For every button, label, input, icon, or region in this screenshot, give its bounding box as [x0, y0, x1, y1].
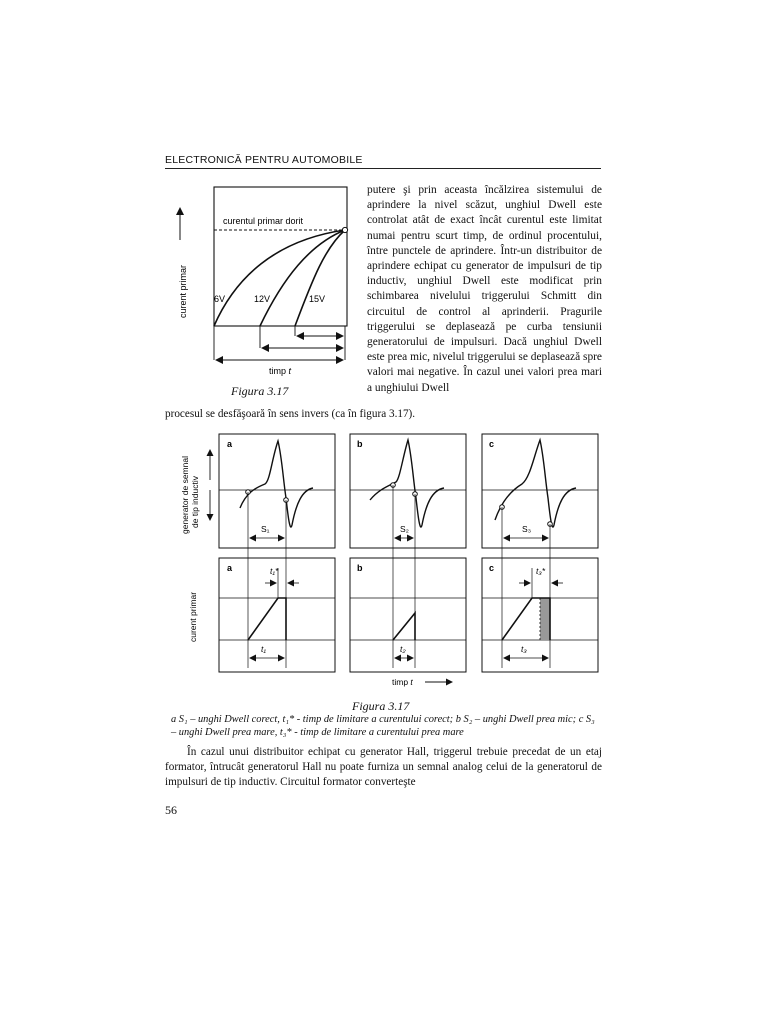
signal-panel-a: [219, 434, 335, 668]
running-header: ELECTRONICĂ PENTRU AUTOMOBILE: [165, 154, 363, 166]
signal-axis-label-1: generator de semnal: [180, 456, 190, 534]
body-paragraph-right: putere şi prin aceasta încălzirea sistemului de aprindere la nivel scăzut, unghiul Dwell este controlat atât de exact încât curentul este limitat numai pentru scurt timp, de ordinul procentului, între punctele de aprindere. Într-un distribuitor de aprindere echipat cu generator de impulsuri de tip inductiv, unghiul Dwell este modificat prin schimbarea nivelului triggerului Schmitt din circuitul de control al aprinderii. Pragurile triggerului se deplasează pe curba tensiunii generatorului de impulsuri. Dacă unghiul Dwell este prea mic, nivelul triggerului se deplasează spre valori mai negative. În cazul unei valori prea mari a unghiului Dwell: [367, 184, 602, 394]
current-panel-c: [482, 558, 598, 672]
current-panel-a: [219, 558, 335, 672]
svg-text:t₁*: t₁*: [270, 566, 279, 576]
svg-text:c: c: [489, 439, 495, 449]
svg-text:a: a: [227, 439, 233, 449]
figure2-caption: a S₁ – unghi Dwell corect, t₁* - timp de limitare a curentului corect; b S₂ – unghi Dwell prea mic; c S₃ – unghi Dwell prea mare, t₃* - timp de limitare a curentului prea mare: [171, 714, 595, 738]
target-point: [342, 227, 347, 232]
signal-axis-label-2: de tip inductiv: [190, 476, 200, 528]
svg-text:S₁: S₁: [261, 524, 270, 534]
svg-text:t₁: t₁: [261, 644, 267, 654]
body-paragraph-bottom-text: În cazul unui distribuitor echipat cu generator Hall, triggerul trebuie precedat de un etaj formator, întrucât generatorul Hall nu poate furniza un semnal analog celui de la generatorul de impulsuri de tip inductiv. Circuitul formator converteşte: [165, 746, 602, 788]
curve-label-15v: 15V: [309, 294, 326, 304]
current-axis-label: curent primar: [188, 591, 198, 642]
figure-dwell-angle-panels: [170, 428, 610, 693]
y-axis-label: curent primar: [178, 264, 188, 318]
current-panel-b: [350, 558, 466, 672]
figure1-label: Figura 3.17: [231, 384, 289, 398]
curve-6v: [214, 230, 345, 326]
time-axis-label: timp t: [392, 677, 413, 687]
curve-label-12v: 12V: [254, 294, 271, 304]
svg-text:b: b: [357, 439, 363, 449]
svg-text:a: a: [227, 563, 233, 573]
svg-text:b: b: [357, 563, 363, 573]
curve-label-6v: 6V: [214, 294, 226, 304]
figure2-label: Figura 3.17: [352, 699, 410, 713]
figure-primary-current-curves: [165, 178, 365, 403]
svg-text:c: c: [489, 563, 495, 573]
plot-frame: [214, 187, 347, 326]
header-rule: [165, 168, 601, 169]
signal-panel-b: [350, 434, 466, 668]
svg-text:S₂: S₂: [400, 524, 409, 534]
svg-text:t₃*: t₃*: [536, 566, 546, 576]
svg-text:t₃: t₃: [521, 644, 527, 654]
excess-limit-area: [540, 598, 550, 640]
page-number: 56: [165, 803, 177, 817]
x-axis-label: timp t: [269, 366, 292, 376]
target-current-label: curentul primar dorit: [223, 216, 304, 226]
body-paragraph-bottom: [165, 745, 602, 790]
body-paragraph-continuation: procesul se desfăşoară în sens invers (ca în figura 3.17).: [165, 408, 416, 420]
svg-text:t₂: t₂: [400, 644, 406, 654]
svg-text:S₃: S₃: [522, 524, 532, 534]
